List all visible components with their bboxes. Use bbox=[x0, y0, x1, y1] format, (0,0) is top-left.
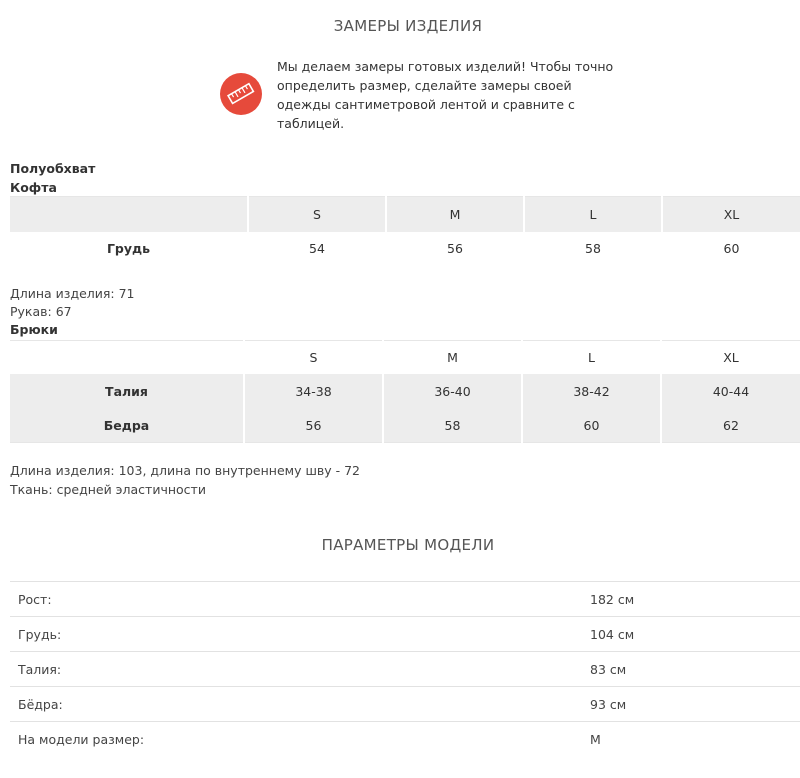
halfgirth-label: Полуобхват bbox=[10, 161, 96, 176]
list-item bbox=[10, 686, 800, 721]
jacket-size-table bbox=[10, 196, 800, 265]
size-header: M bbox=[386, 197, 524, 233]
table-header-row bbox=[10, 341, 800, 375]
size-header: M bbox=[383, 341, 522, 375]
table-cell: 38-42 bbox=[522, 374, 661, 408]
table-cell: 54 bbox=[248, 232, 386, 265]
size-header: S bbox=[248, 197, 386, 233]
param-label: На модели размер: bbox=[18, 732, 145, 747]
table-row bbox=[10, 374, 800, 408]
intro-line: одежды сантиметровой лентой и сравните с bbox=[277, 97, 575, 112]
size-header: L bbox=[522, 341, 661, 375]
model-title: ПАРАМЕТРЫ МОДЕЛИ bbox=[321, 536, 495, 554]
pants-note: Ткань: средней эластичности bbox=[10, 482, 206, 497]
model-params-list bbox=[10, 581, 800, 756]
table-cell: 56 bbox=[244, 408, 383, 443]
list-item bbox=[10, 721, 800, 756]
measure-title: ЗАМЕРЫ ИЗДЕЛИЯ bbox=[333, 17, 483, 35]
size-header: XL bbox=[661, 341, 800, 375]
table-cell: 56 bbox=[386, 232, 524, 265]
list-item bbox=[10, 651, 800, 686]
table-row bbox=[10, 408, 800, 443]
list-item bbox=[10, 581, 800, 616]
table-row bbox=[10, 232, 800, 265]
intro-line: таблицей. bbox=[277, 116, 345, 131]
intro-line: определить размер, сделайте замеры своей bbox=[277, 78, 572, 93]
param-value: 104 см bbox=[590, 627, 635, 642]
pants-size-table bbox=[10, 340, 800, 443]
list-item bbox=[10, 616, 800, 651]
param-value: 83 см bbox=[590, 662, 627, 677]
table-cell: 36-40 bbox=[383, 374, 522, 408]
param-value: M bbox=[590, 732, 601, 747]
table-cell: 34-38 bbox=[244, 374, 383, 408]
param-value: 182 см bbox=[590, 592, 635, 607]
size-header: L bbox=[524, 197, 662, 233]
param-label: Рост: bbox=[18, 592, 52, 607]
table-cell: 58 bbox=[383, 408, 522, 443]
param-label: Бёдра: bbox=[18, 697, 63, 712]
jacket-title: Кофта bbox=[10, 180, 57, 195]
pants-note: Длина изделия: 103, длина по внутреннему шву - 72 bbox=[10, 463, 361, 478]
table-cell: 60 bbox=[662, 232, 800, 265]
ruler-icon bbox=[220, 73, 262, 115]
size-header: S bbox=[244, 341, 383, 375]
jacket-note: Длина изделия: 71 bbox=[10, 286, 135, 301]
intro-text bbox=[277, 57, 617, 133]
table-cell: 40-44 bbox=[661, 374, 800, 408]
table-cell: 58 bbox=[524, 232, 662, 265]
table-cell: 60 bbox=[522, 408, 661, 443]
pants-title: Брюки bbox=[10, 322, 58, 337]
jacket-note: Рукав: 67 bbox=[10, 304, 72, 319]
param-value: 93 см bbox=[590, 697, 627, 712]
row-name: Талия bbox=[10, 374, 244, 408]
intro-line: Мы делаем замеры готовых изделий! Чтобы точно bbox=[277, 59, 614, 74]
table-corner-cell bbox=[10, 341, 244, 375]
row-name: Грудь bbox=[106, 241, 151, 256]
param-label: Грудь: bbox=[18, 627, 62, 642]
table-header-row bbox=[10, 197, 800, 233]
size-header: XL bbox=[662, 197, 800, 233]
table-corner-cell bbox=[10, 197, 248, 233]
row-name: Бедра bbox=[10, 408, 244, 443]
table-cell: 62 bbox=[661, 408, 800, 443]
param-label: Талия: bbox=[18, 662, 62, 677]
